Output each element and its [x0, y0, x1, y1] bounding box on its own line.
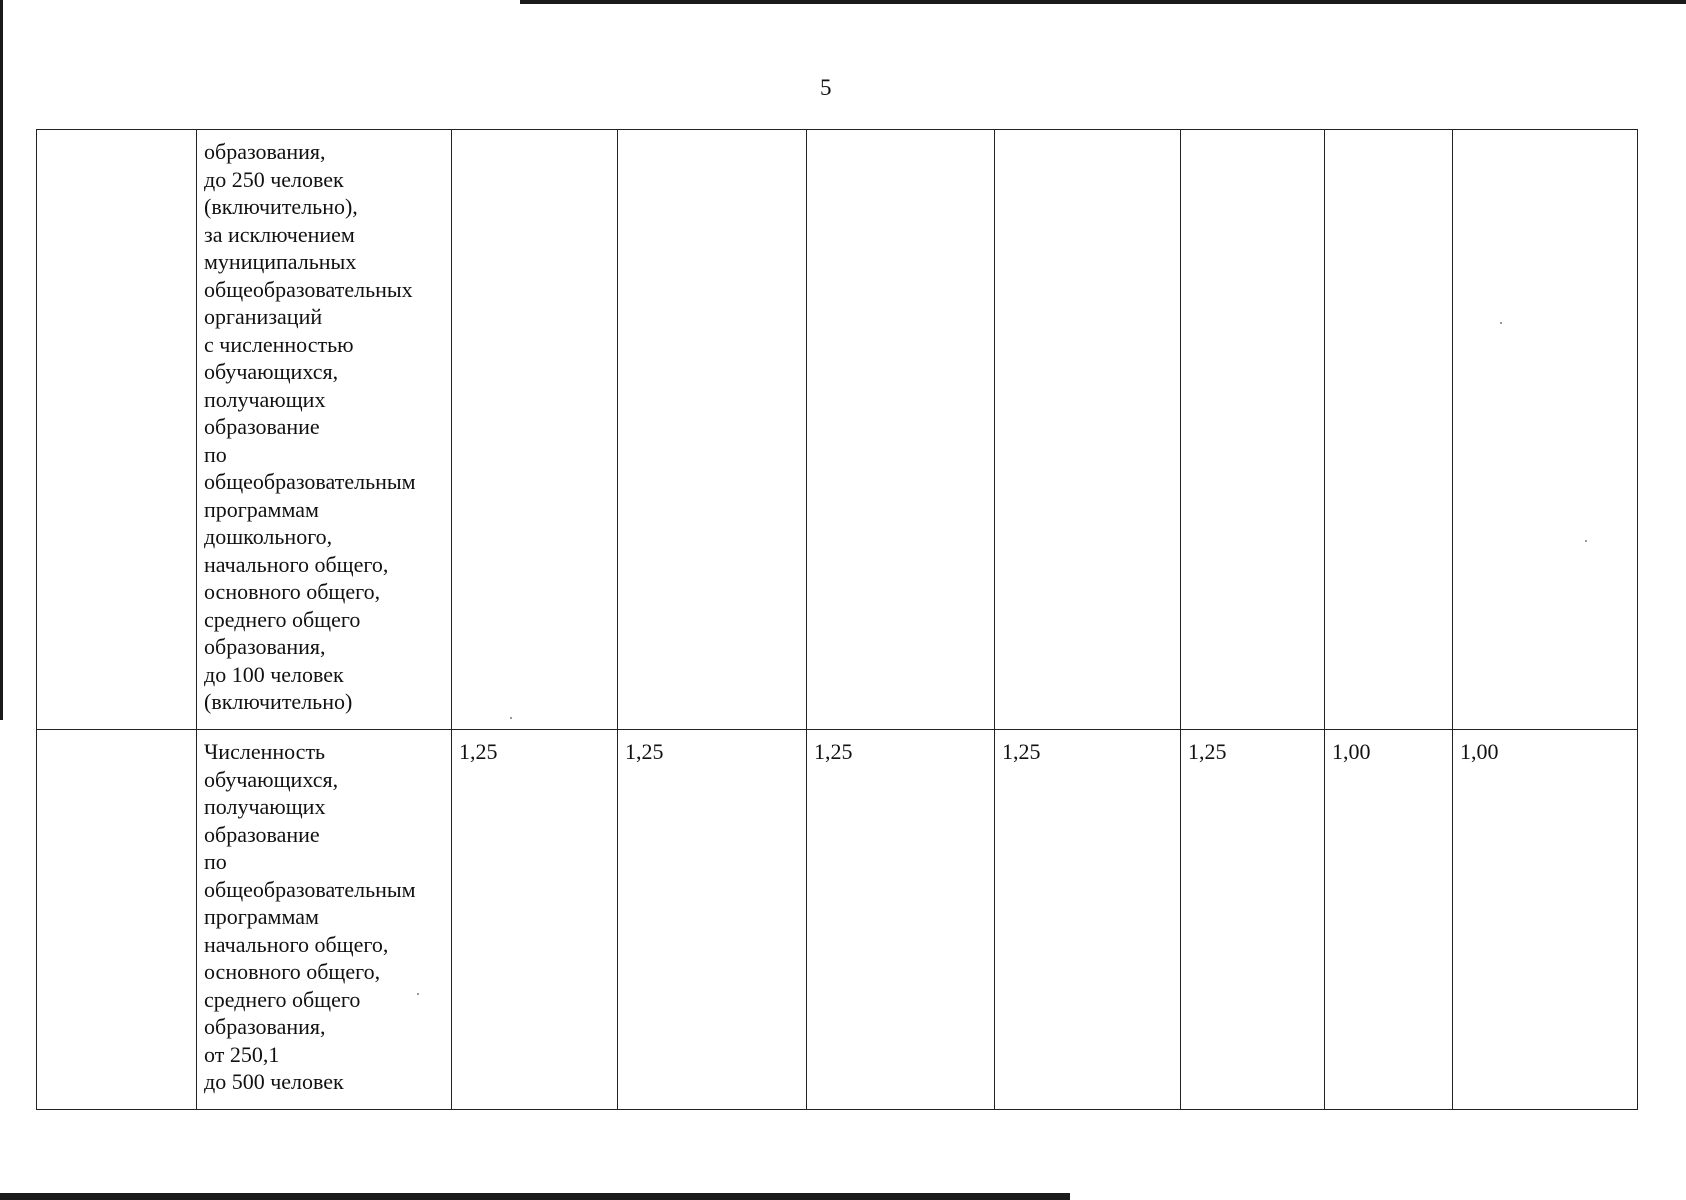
row-number-cell	[37, 130, 197, 730]
value-cell	[1325, 130, 1453, 730]
value-cell	[1453, 130, 1638, 730]
value-cell: 1,25	[1181, 730, 1325, 1110]
value-cell: 1,00	[1453, 730, 1638, 1110]
value-cell: 1,25	[452, 730, 618, 1110]
table-row	[37, 730, 1638, 1110]
scan-speck	[1585, 540, 1587, 542]
value-cell	[1181, 130, 1325, 730]
page-number: 5	[820, 75, 832, 100]
table-row	[37, 130, 1638, 730]
row-number-cell	[37, 730, 197, 1110]
scan-speck	[510, 717, 512, 719]
value-cell	[618, 130, 807, 730]
value-cell: 1,00	[1325, 730, 1453, 1110]
value-cell	[807, 130, 995, 730]
value-cell: 1,25	[618, 730, 807, 1110]
scan-speck	[417, 993, 419, 995]
value-cell	[452, 130, 618, 730]
value-cell: 1,25	[807, 730, 995, 1110]
description-cell: образования, до 250 человек (включительно), за исключением муниципальных общеобразовательных организаций с численностью обучающихся, получающих образование по общеобразовательным программам дошкольного, начального общего, основного общего, среднего общего образования, до 100 человек (включительно)	[197, 130, 452, 730]
scan-edge-bottom	[0, 1193, 1070, 1200]
scan-speck	[1500, 322, 1502, 324]
value-cell: 1,25	[995, 730, 1181, 1110]
scan-edge-top	[520, 0, 1686, 4]
description-cell: Численность обучающихся, получающих образование по общеобразовательным программам начального общего, основного общего, среднего общего образования, от 250,1 до 500 человек	[197, 730, 452, 1110]
value-cell	[995, 130, 1181, 730]
coefficient-table	[36, 129, 1638, 1110]
scan-edge-left	[0, 0, 3, 720]
